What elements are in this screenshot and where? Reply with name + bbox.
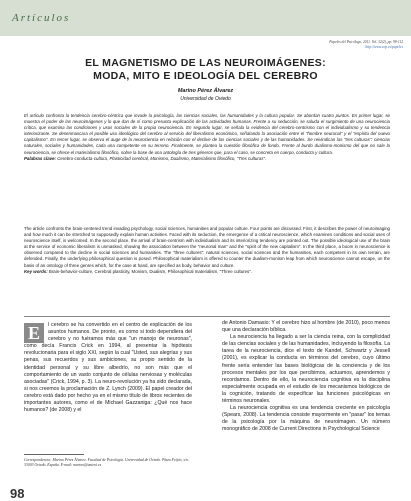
- abstract-spanish: [24, 113, 390, 162]
- abstract-es-text: El artículo confronta la tendencia cerebro-céntrica que invade la psicología, las ciencias sociales, las humanidades y la cultura popular. Se abordan cuatro puntos. En primer lugar, se muestra el poder de las neuroimágenes y lo que dan de sí como presunta explicación de las actividades humanas. Frente a su seducción, se saluda el surgimiento de una neurociencia crítica, que examina las condiciones y usos sociales de la propia neurociencia. En segundo lugar, se señala la evidencia del cerebro-centrismo con el individualismo y su tendencia interiorizante. Se desenmascara el posible uso ideológico del cerebro al servicio del liberalismo económico, señalando la asociación entre el "hombre neuronal" y el "espíritu del nuevo capitalismo". En tercer lugar, se observa el auge de la neurociencia en relación con el declive de las ciencias sociales y de las humanidades. Se reivindican las "tres culturas": ciencias naturales, sociales y humanidades, cada una competente en su terreno. Finalmente, se plantea la cuestión filosófica de fondo. Frente al burdo dualismo-monismo del que no sale la neurociencia, se ofrece el materialismo filosófico, sobre la base de una antología de tres géneros que, para el caso, se concreta en cuerpo, conducta y cultura.: [24, 113, 390, 155]
- footnote-rule: [24, 454, 84, 455]
- body-paragraph: l cerebro se ha convertido en el centro de explicación de los asuntos humanos. De pronto, es como si todo dependiera del cerebro y no fuéramos más que "un manojo de neuronas", como decía Francis Crick en 1994, al presentar la hipótesis revolucionaria para el siglo XXI, según la cual "Usted, sus alegrías y sus penas, sus recuerdos y sus ambiciones, su propio sentido de la identidad personal y su libre albedrío, no son más que el comportamiento de un vasto conjunto de células nerviosas y moléculas asociadas" (Crick, 1994, p. 3). La neuro-revolución ya ha sido declarada, si nos creemos la proclamación de Z. Lynch (2009). El papel creador del cerebro está dado por hecho ya en el mismo título de libros recientes de importantes autores, como el de Michael Gazzaniga: ¿Qué nos hace humanos? (de 2008) y el: [24, 322, 192, 414]
- journal-info: [329, 40, 403, 50]
- body-paragraph: de Antonio Damasio: Y el cerebro hizo al hombre (de 2010), poco menos que una declaración bíblica.: [222, 320, 390, 334]
- article-title-line2: MODA, MITO E IDEOLOGÍA DEL CEREBRO: [93, 70, 318, 82]
- keywords-es-label: Palabras clave:: [24, 155, 56, 161]
- section-divider: [24, 316, 390, 317]
- section-label: Artículos: [12, 12, 71, 24]
- body-paragraph: La neurociencia cognitiva es una tendencia creciente en psicología (Spears, 2008). La tendencia consiste mayormente en "pasar" los temas de la psicología por la máquina de neuroimagen. Un número monográfico de 2008 de Current Directions in Psychological Science: [222, 405, 390, 433]
- keywords-en-label: Key words:: [24, 268, 48, 274]
- article-title-line1: EL MAGNETISMO DE LAS NEUROIMÁGENES:: [85, 57, 326, 69]
- correspondence-note: Correspondencia: Marino Pérez Álvarez. Facultad de Psicología. Universidad de Oviedo. Plaza Feijóo, s/n. 33003 Oviedo. España. E-mail: marino@uniovi.es: [24, 458, 189, 468]
- keywords-es: Cerebro-conducta-cultura, Plasticidad cerebral, Monismo, Dualismo, Materialismo filosófico, "Tres culturas".: [57, 155, 267, 161]
- drop-cap: E: [24, 323, 44, 343]
- body-column-left: [24, 322, 192, 414]
- abstract-english: [24, 226, 390, 275]
- author-name: Marino Pérez Álvarez: [177, 88, 234, 94]
- body-column-right: [222, 320, 390, 434]
- keywords-en: Brain-behavior-culture, Cerebral plasticity, Monism, Dualism, Philosophical materialism, "Three cultures".: [48, 268, 253, 274]
- journal-citation: Papeles del Psicólogo, 2011. Vol. 32(2), pp. 98-112: [329, 40, 403, 44]
- author-affiliation: Universidad de Oviedo: [180, 96, 231, 102]
- body-paragraph: La neurociencia ha llegado a ser la ciencia reina, con la complicidad de las ciencias sociales y de las humanidades, incluyendo la filosofía. La tarea de la neurociencia, dice el texto de Kandel, Schwartz y Jessell (2001), es explicar la conducta en términos del cerebro, cuyo último frente sería entender las bases biológicas de la conciencia y de los procesos mentales por los que percibimos, actuamos, aprendemos y recordamos. Dentro de ello, la neurociencia cognitiva es la disciplina especialmente ocupada en el estudio de los mecanismos biológicos de la cognición, tratando de especificar las funciones psicológicas en términos neuronales.: [222, 334, 390, 405]
- abstract-en-text: The article confronts the brain-centered trend invading psychology, social sciences, humanities and popular culture. Four points are discussed. First, it describes the power of neuroimaging and how much it can be stretched to supposedly explain human activities. Faced with its seduction, the emergence of a critical neuroscience, which examines conditions and social uses of neuroscience itself, is welcomed. In the second place, the arrival of brain-centrism with individualism and its interiorizing tendency are pointed out. The possible ideological use of the brain at the service of economic liberalism is unmasked, showing the association between the "neuronal man" and the "spirit of the new capitalism". In the third place, a boom in neuroscience is observed compared to the decline in social sciences and humanities. The "three cultures": natural sciences, social sciences and the humanities, each competent in its own terrain, are defended. Finally, the underlying philosophical question is posed. Philosophical materialism is offered to counter the dualism-monism leap from which neuroscience cannot escape, on the basis of an ontology of three genres which, for the case at hand, are specified as body, behavior and culture.: [24, 226, 390, 268]
- journal-url[interactable]: http://www.cop.es/papeles: [365, 45, 403, 49]
- page-number: 98: [10, 486, 25, 501]
